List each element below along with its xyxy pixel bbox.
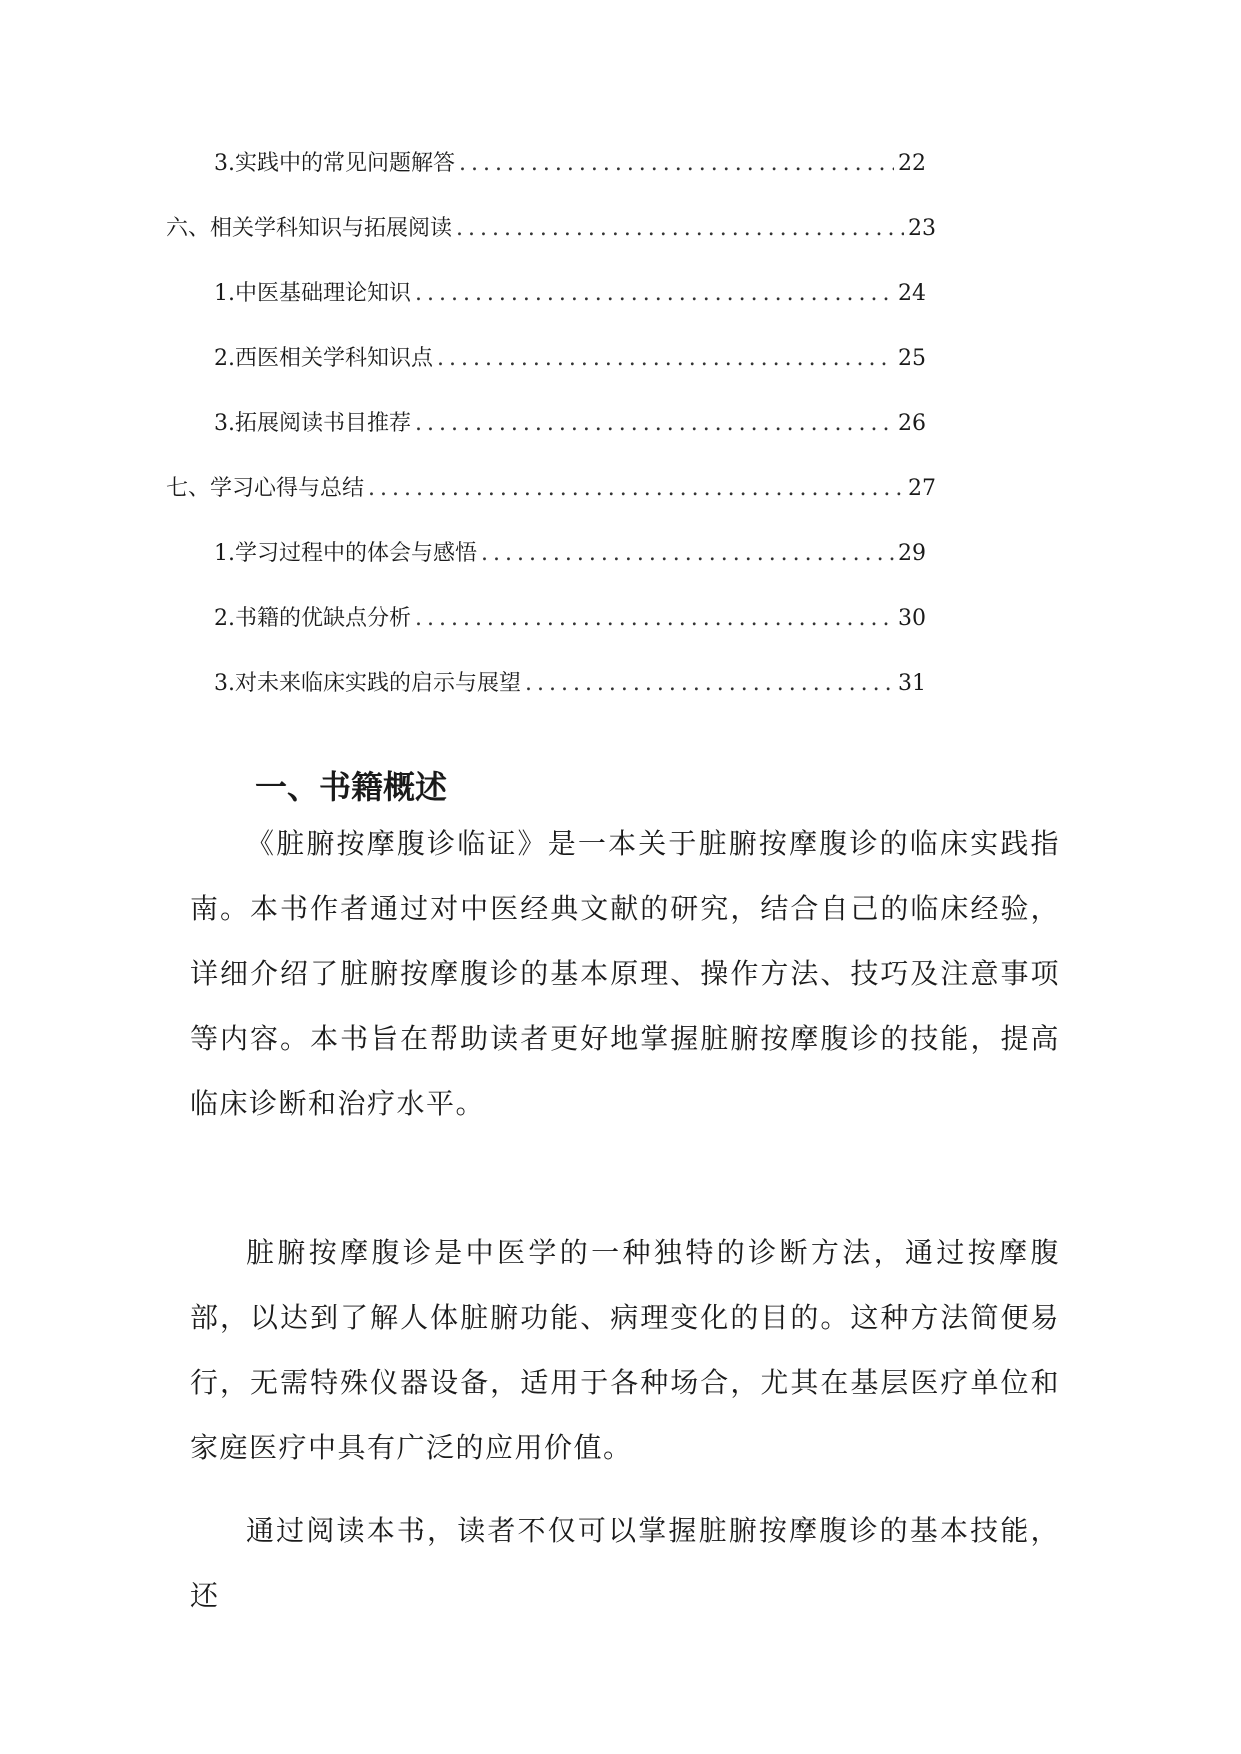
toc-leader-dots — [415, 408, 894, 440]
toc-entry-title: 对未来临床实践的启示与展望 — [235, 671, 522, 696]
toc-entry-number: 2. — [214, 606, 235, 631]
toc-leader-dots — [456, 213, 904, 245]
toc-entry-page: 27 — [908, 476, 936, 501]
toc-entry-number: 3. — [214, 151, 235, 176]
toc-entry-title: 拓展阅读书目推荐 — [235, 411, 412, 436]
toc-leader-dots — [437, 343, 894, 375]
toc-entry-title: 西医相关学科知识点 — [235, 346, 434, 371]
toc-entry-page: 24 — [898, 281, 926, 306]
toc-entry-page: 25 — [898, 346, 926, 371]
toc-entry-page: 31 — [898, 671, 926, 696]
toc-entry-number: 1. — [214, 281, 235, 306]
toc-entry-number: 2. — [214, 346, 235, 371]
toc-entry[interactable] — [190, 538, 926, 603]
toc-entry-number: 1. — [214, 541, 235, 566]
toc-entry[interactable] — [166, 213, 936, 278]
toc-leader-dots — [459, 148, 894, 180]
toc-entry-title: 中医基础理论知识 — [235, 281, 412, 306]
toc-leader-dots — [525, 668, 894, 700]
toc-entry-number: 3. — [214, 411, 235, 436]
toc-entry-title: 实践中的常见问题解答 — [235, 151, 456, 176]
toc-entry[interactable] — [190, 668, 926, 733]
body-paragraph: 脏腑按摩腹诊是中医学的一种独特的诊断方法，通过按摩腹部，以达到了解人体脏腑功能、病理变化的目的。这种方法简便易行，无需特殊仪器设备，适用于各种场合，尤其在基层医疗单位和家庭医疗中具有广泛的应用价值。 — [190, 1236, 1060, 1464]
toc-entry-page: 26 — [898, 411, 926, 436]
toc-entry-title: 七、学习心得与总结 — [166, 476, 365, 501]
toc-leader-dots — [481, 538, 894, 570]
toc-entry[interactable] — [166, 473, 936, 538]
body-paragraph: 《脏腑按摩腹诊临证》是一本关于脏腑按摩腹诊的临床实践指南。本书作者通过对中医经典文献的研究，结合自己的临床经验，详细介绍了脏腑按摩腹诊的基本原理、操作方法、技巧及注意事项等内容。本书旨在帮助读者更好地掌握脏腑按摩腹诊的技能，提高临床诊断和治疗水平。 — [190, 827, 1060, 1120]
toc-entry-page: 30 — [898, 606, 926, 631]
toc-entry-page: 22 — [898, 151, 926, 176]
toc-entry-title: 学习过程中的体会与感悟 — [235, 541, 478, 566]
toc-entry[interactable] — [190, 408, 926, 473]
toc-entry[interactable] — [190, 278, 926, 343]
toc-entry[interactable] — [190, 343, 926, 408]
toc-entry-title: 书籍的优缺点分析 — [235, 606, 412, 631]
toc-entry-title: 六、相关学科知识与拓展阅读 — [166, 216, 453, 241]
toc-leader-dots — [368, 473, 904, 505]
toc-entry[interactable] — [190, 148, 926, 213]
toc-leader-dots — [415, 603, 894, 635]
toc-entry-page: 23 — [908, 216, 936, 241]
toc-entry-page: 29 — [898, 541, 926, 566]
toc-leader-dots — [415, 278, 894, 310]
table-of-contents — [166, 148, 950, 733]
body-paragraph: 通过阅读本书，读者不仅可以掌握脏腑按摩腹诊的基本技能，还 — [190, 1514, 1060, 1612]
toc-entry[interactable] — [190, 603, 926, 668]
section-heading: 一、书籍概述 — [255, 768, 448, 806]
toc-entry-number: 3. — [214, 671, 235, 696]
